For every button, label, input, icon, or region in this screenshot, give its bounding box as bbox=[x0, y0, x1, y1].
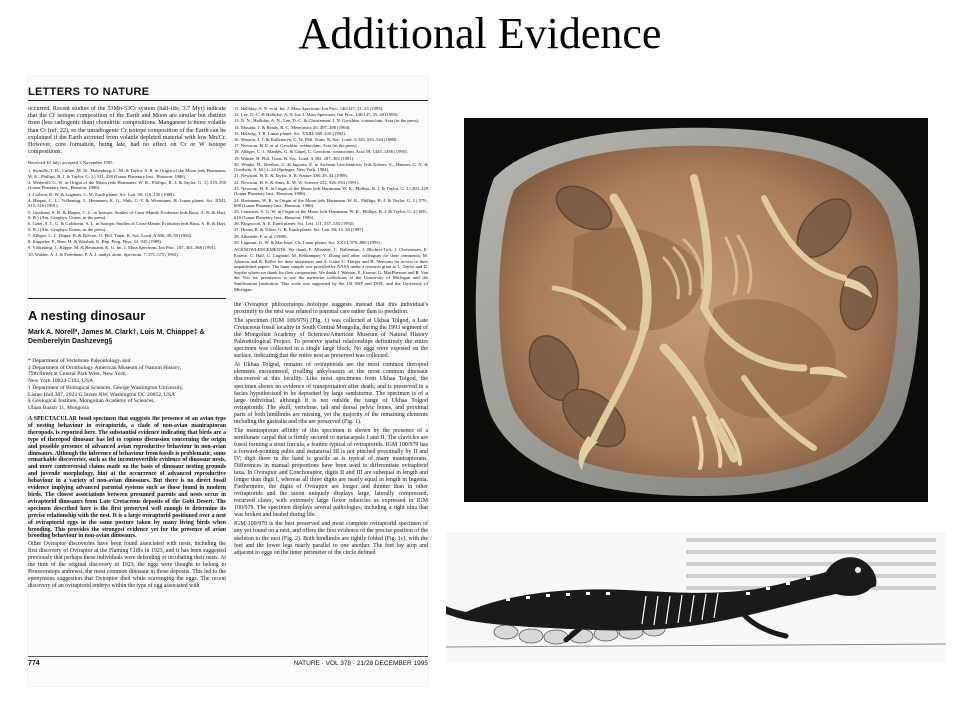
top-right-column bbox=[234, 106, 428, 296]
section-header: LETTERS TO NATURE bbox=[28, 86, 150, 98]
reference-item: 25. Cameron, A. G. W. in Origin of the Moon (eds Hartmann, W. K., Phillips, R. J. & Taylor, G. J.) 609–616 (Lunar Planetary Inst., Houston, 1986). bbox=[234, 209, 428, 220]
reference-item: 18. Allègre, C. J., Manhès, G. & Göpel, C. Geochim. cosmochim. Acta 59, 1445–1456 (1995). bbox=[234, 149, 408, 155]
references-left bbox=[28, 168, 226, 257]
reference-item: 28. Albarède, F. et al. (1988). bbox=[234, 233, 288, 239]
article-rule bbox=[28, 298, 226, 299]
article-authors: Mark A. Norell*, James M. Clark†, Luis M. Chiappe‡ & Demberelyin Dashzeveg§ bbox=[28, 329, 205, 345]
slide-title: Additional Evidence bbox=[298, 9, 662, 58]
affiliation-line: § Geological Institute, Mongolian Academy of Sciences, bbox=[28, 398, 155, 405]
abstract-text: A SPECTACULAR fossil specimen that suggests the presence of an avian type of nesting behaviour in oviraptorids, a clade of non-avian maniraptoran theropods, is reported here. The substantial evidence indicating that birds are a type of theropod dinosaur has led to copious discussion concerning the origin and possible presence of advanced avian reproductive behaviour in non-avian dinosaurs. Although the inference of behaviour from fossils is problematic, some remarkable discoveries, such as the incontrovertible evidence of dinosaur nests, and more controversial claims made on the basis of dinosaur nesting grounds and juvenile morphology, hint at the occurrence of advanced reproductive behaviour in a variety of non-avian dinosaurs. But there is no direct fossil evidence implying advanced parental systems such as those found in modern birds. The closest associations between presumed parents and nests occur in oviraptorid dinosaurs from Late Cretaceous deposits of the Gobi Desert. The specimen described here is the first preserved well enough to determine its precise relationship with the nest. It is a large oviraptorid positioned over a nest of oviraptorid eggs in the same posture taken by many living birds when brooding. This provides the strongest evidence yet for the presence of avian brooding behaviour in non-avian dinosaurs. bbox=[28, 416, 226, 540]
reference-item: 17. Newsom, H. E. et al. Geochim. cosmochim. Acta (in the press). bbox=[234, 143, 358, 149]
reference-item: 19. Wänke, H. Phil. Trans. R. Soc. Lond. A 303, 287–302 (1981). bbox=[234, 155, 355, 161]
received-line: Received 10 July; accepted 3 November 1995. bbox=[28, 160, 114, 166]
article-paragraph: The specimen (IGM 100/979) (Fig. 1) was collected at Ukhaa Tolgod, a Late Cretaceous fossil locality in South Central Mongolia, during the 1993 segment of the Mongolian Academy of Sciences/American Museum of Natural History Paleontological Project. To preserve spatial relationships definitively the entire specimen was collected in a single large block. No eggs were exposed on the surface, indicating that the entire nest as preserved was collected. bbox=[234, 318, 428, 360]
reference-item: 22. Newsom, H. E. & Sims, K. W. W. Science 252, 926–933 (1991). bbox=[234, 179, 360, 185]
reference-item: 8. Käppeler, F., Beer, H. & Wisshak, K. Rep. Prog. Phys. 52, 945 (1989). bbox=[28, 239, 162, 245]
reference-item: 15. Hellwig, T. R. Lunar planet. Sci. XXIII, 609–610 (1992). bbox=[234, 130, 346, 136]
article-paragraph: the Oviraptor philoceratops holotype suggests instead that this individual's proximity to the nest was related to parental care rather than to predation. bbox=[234, 302, 428, 316]
article-paragraph: The maniraptoran affinity of this specimen is shown by the presence of a semilunate carpal that is firmly secured to metacarpals I and II. The clavicles are fused forming a stout furcula, a feature typical of oviraptorids. IGM 100/979 has a forward-pointing pubis and metatarsal III is not pinched proximally by II and IV; digit three in the hand is gracile as is typical of many maniraptorans. Differences in manual proportions have been used to differentiate oviraptorid taxa. In Oviraptor and Conchoraptor, digits II and III are subequal in length and longer than digit I, whereas all three digits are nearly equal in length in Ingenia. Furthermore, the digits of Oviraptor are longer and thinner than in other oviraptorids and the taxon uniquely displays large, laterally compressed, recurved claws, with extremely large flexor tubercles as expressed in IGM 100/979. The specimen displays several pathologies, including a right ulna that was broken and healed during life. bbox=[234, 427, 428, 519]
reference-item: 5. Jacobsen, S. B. & Harper, C. L. in Isotopic Studies of Crust-Mantle Evolution (eds Basu, A. R. & Hart, S. R.) (Am. Geophys. Union, in the press). bbox=[28, 209, 226, 221]
affiliation-line: New York 10024-5192, USA bbox=[28, 378, 94, 385]
reference-item: 13. N. N., Halliday, A. N., Lee, D.-C. & Christensen, J. N. Geochim. cosmochim. Acta (in the press). bbox=[234, 118, 420, 124]
reference-item: 7. Allegre, C. J., Dupré, B. & Brévart, O. Phil. Trans. R. Soc. Lond. A 306, 49–59 (1982). bbox=[28, 233, 193, 239]
reference-item: 4. Harper, C. L., Volkening, J., Heumann, K. G., Shih, C.-Y. & Wiesmann, H. Lunar planet. Sci. XXII, 515–516 (1991). bbox=[28, 197, 226, 209]
skeleton-reconstruction bbox=[446, 532, 946, 662]
intro-paragraph: occurred. Recent studies of the 53Mn-53Cr system (half-life, 3.7 Myr) indicate that the Cr isotope composition of the Earth and Moon are similar but distinct from (less radiogenic than) chondritic compositions. Manganese is more volatile than Cr (ref. 22), so the unradiogenic Cr isotope composition of the Earth can be explained if the Earth accreted from volatile depleted material with low Mn/Cr. However, core formation, being late, had no effect on Cr or W isotope compositions. bbox=[28, 106, 226, 156]
affiliation-line: 79th Street at Central Park West, New York, bbox=[28, 371, 127, 378]
reference-item: 27. Horan, B. & Tilton, G. R. Earth planet. Sci. Lett. 84, 15–30 (1987). bbox=[234, 227, 365, 233]
paper-page bbox=[28, 76, 428, 686]
affiliation-line: Ulaan Baatar 11, Mongolia bbox=[28, 404, 89, 411]
affiliation-line: † Department of Biological Sciences, George Washington University, bbox=[28, 384, 184, 391]
references-right bbox=[234, 106, 428, 245]
reference-item: 21. Newsom, H. E. & Taylor, S. R. Nature 338, 29–34 (1989). bbox=[234, 173, 348, 179]
fossil-photo-illustration bbox=[464, 118, 928, 502]
reference-item: 16. Wasson, J. T. & Kallemeyn, G. W. Phil. Trans. R. Soc. Lond. A 325, 535–544 (1988). bbox=[234, 136, 398, 142]
reference-item: 6. Gaier, S. J., G. & Goldstein, S. L. in Isotopic Studies of Crust-Mantle Evolution (eds Basu, A. R. & Hart, S. R.) (Am. Geophys. Union, in the press). bbox=[28, 221, 226, 232]
affiliation-line: Lisner Hall 307, 2023 G Street NW, Washington DC 20052, USA bbox=[28, 391, 175, 398]
reference-item: 24. Hartmann, W. K. in Origin of the Moon (eds Hartmann, W. K., Phillips, R. J. & Taylor, G. J.) 579–608 (Lunar Planetary Inst., Houston, 1986). bbox=[234, 197, 428, 209]
author-affiliations bbox=[28, 358, 228, 412]
article-title: A nesting dinosaur bbox=[28, 308, 146, 323]
article-paragraph: At Ukhaa Tolgod, remains of oviraptorids are the most common theropod elements encountered, rivalling ankylosaurs as the most common dinosaur discovered at this locality. Like most specimens from Ukhaa Tolgod, the specimen shows no evidence of transportation after death, and is preserved in a facies hypothesized to be deposited by large sandstorms. The specimen is of a large individual, although it is not outside the range of Ukhaa Tolgod oviraptorids. The skull, vertebrae, tail and dorsal pelvic bones, and proximal parts of both hindlimbs are missing, yet the majority of the remaining elements including the gastralia and ribs are preserved (Fig. 1). bbox=[234, 362, 428, 425]
header-rule bbox=[28, 100, 428, 101]
reference-item: 10. Walder, A. J. & Freedman, P. A. J. analyt. atom. Spectrom. 7, 571–575 (1992). bbox=[28, 251, 179, 257]
reference-item: 26. Ringwood, A. E. Earth planet. Sci. Lett. 111, 537–555 (1992). bbox=[234, 221, 355, 227]
skeleton-reconstruction-illustration bbox=[446, 532, 946, 662]
reference-item: 1. Swindle, T. D., Caffee, M. W., Hohenberg, C. M. & Taylor, S. R. in Origin of the Moon (eds Hartmann, W. K., Phillips, R. J. & Taylor, G. J.) 331–358 (Lunar Planetary Inst., Houston, 1986). bbox=[28, 168, 226, 179]
affiliation-line: * Department of Vertebrate Paleontology, and bbox=[28, 358, 131, 364]
page-number: 774 bbox=[28, 660, 40, 667]
reference-item: 12. Lee, D.-C. & Halliday, A. N. Int. J. Mass Spectrom. Ion Proc. 146/147, 35–40 (1995). bbox=[234, 112, 399, 118]
reference-item: 2. Wetherill, G. W. in Origin of the Moon (eds Hartmann, W. K., Phillips, R. J. & Taylor, G. J.) 519–550 (Lunar Planetary Inst., Houston, 1986). bbox=[28, 179, 226, 191]
reference-item: 20. Wänke, H., Dreibus, G. & Jagoutz, E. in Archean Geochemistry (eds Kröner, A., Hanson, G. N. & Goodwin, A. M.) 1–24 (Springer, New York, 1984). bbox=[234, 161, 428, 173]
affiliation-line: ‡ Department of Ornithology American Museum of Natural History, bbox=[28, 364, 181, 371]
fossil-photo bbox=[464, 118, 928, 502]
article-right-column bbox=[234, 302, 428, 654]
journal-footer: NATURE · VOL 378 · 21/28 DECEMBER 1995 bbox=[293, 660, 428, 667]
reference-item: 29. Lugmair, G. W. & MacIsaac, Ch. Lunar planet. Sci. XXVI, 879–880 (1995). bbox=[234, 239, 382, 245]
reference-item: 11. Halliday, A. N. et al. Int. J. Mass Spectrom. Ion Proc. 146/147, 21–33 (1995). bbox=[234, 106, 384, 111]
reference-item: 9. Völkening, J., Köppe, M. & Heumann, K. G. Int. J. Mass Spectrom. Ion Proc. 107, 361–368 (1991). bbox=[28, 245, 217, 251]
abstract-continued: Other Oviraptor discoveries have been found associated with nests, including the first discovery of Oviraptor at the Flaming Cliffs in 1923, and it has been suggested previously that perhaps these individuals were defending or incubating their nests. At the time of the original discovery in 1923, the eggs were thought to belong to Protoceratops andrewsi, the most common dinosaur in those deposits. This led to the eponymous suggestion that Oviraptor died while scavenging the eggs. The recent discovery of an oviraptorid embryo within the type of egg associated with bbox=[28, 541, 226, 589]
footer-rule bbox=[28, 656, 428, 657]
reference-item: 14. Masuda, J. & Ready, R. C. Meteoritics 26, 497–498 (1994). bbox=[234, 124, 351, 130]
article-paragraph: IGM 100/979 is the best preserved and most complete oviraptorid specimen of any yet found on a nest, and offers the first evidence of the precise position of the skeleton to the nest (Fig. 2). Both hindlimbs are tightly folded (Fig. 1c), with the feet and the lower legs nearly parallel to one another. The feet lay atop and adjacent to eggs on the inner perimeter of the circle defined bbox=[234, 521, 428, 556]
acknowledgements: ACKNOWLEDGEMENTS. We thank F. Albarède, C. Ballentine, J. Blichert-Toft, J. Christensen, E. Essene, C. Hall, G. Lugmair, M. Rehkämper, Y. Zhang and other colleagues for their comments; M. Johnson and R. Keller for their assistance; and S. Gaier, C. Harper and H. Newsom for access to their unpublished papers. The lunar sample was provided by NASA under a research grant to L. Taylor and D. Snyder whom we thank for their cooperation. We thank J. Wasson, E. Essene, G. MacPherson and R. Van der Voo for permission to use the meteorite collections at the University of Michigan and the Smithsonian Institution. This work was supported by the US NSF and DOE, and the University of Michigan. bbox=[234, 247, 428, 292]
reference-item: 23. Newsom, H. E. in Origin of the Moon (eds Hartmann, W. K., Phillips, R. J. & Taylor, G. J.) 203–229 (Lunar Planetary Inst., Houston, 1986). bbox=[234, 185, 428, 197]
top-left-column bbox=[28, 106, 226, 296]
reference-item: 3. Carlson, R. W. & Lugmair, G. W. Earth planet. Sci. Lett. 90, 119–130 (1988). bbox=[28, 191, 175, 197]
article-abstract bbox=[28, 416, 226, 651]
